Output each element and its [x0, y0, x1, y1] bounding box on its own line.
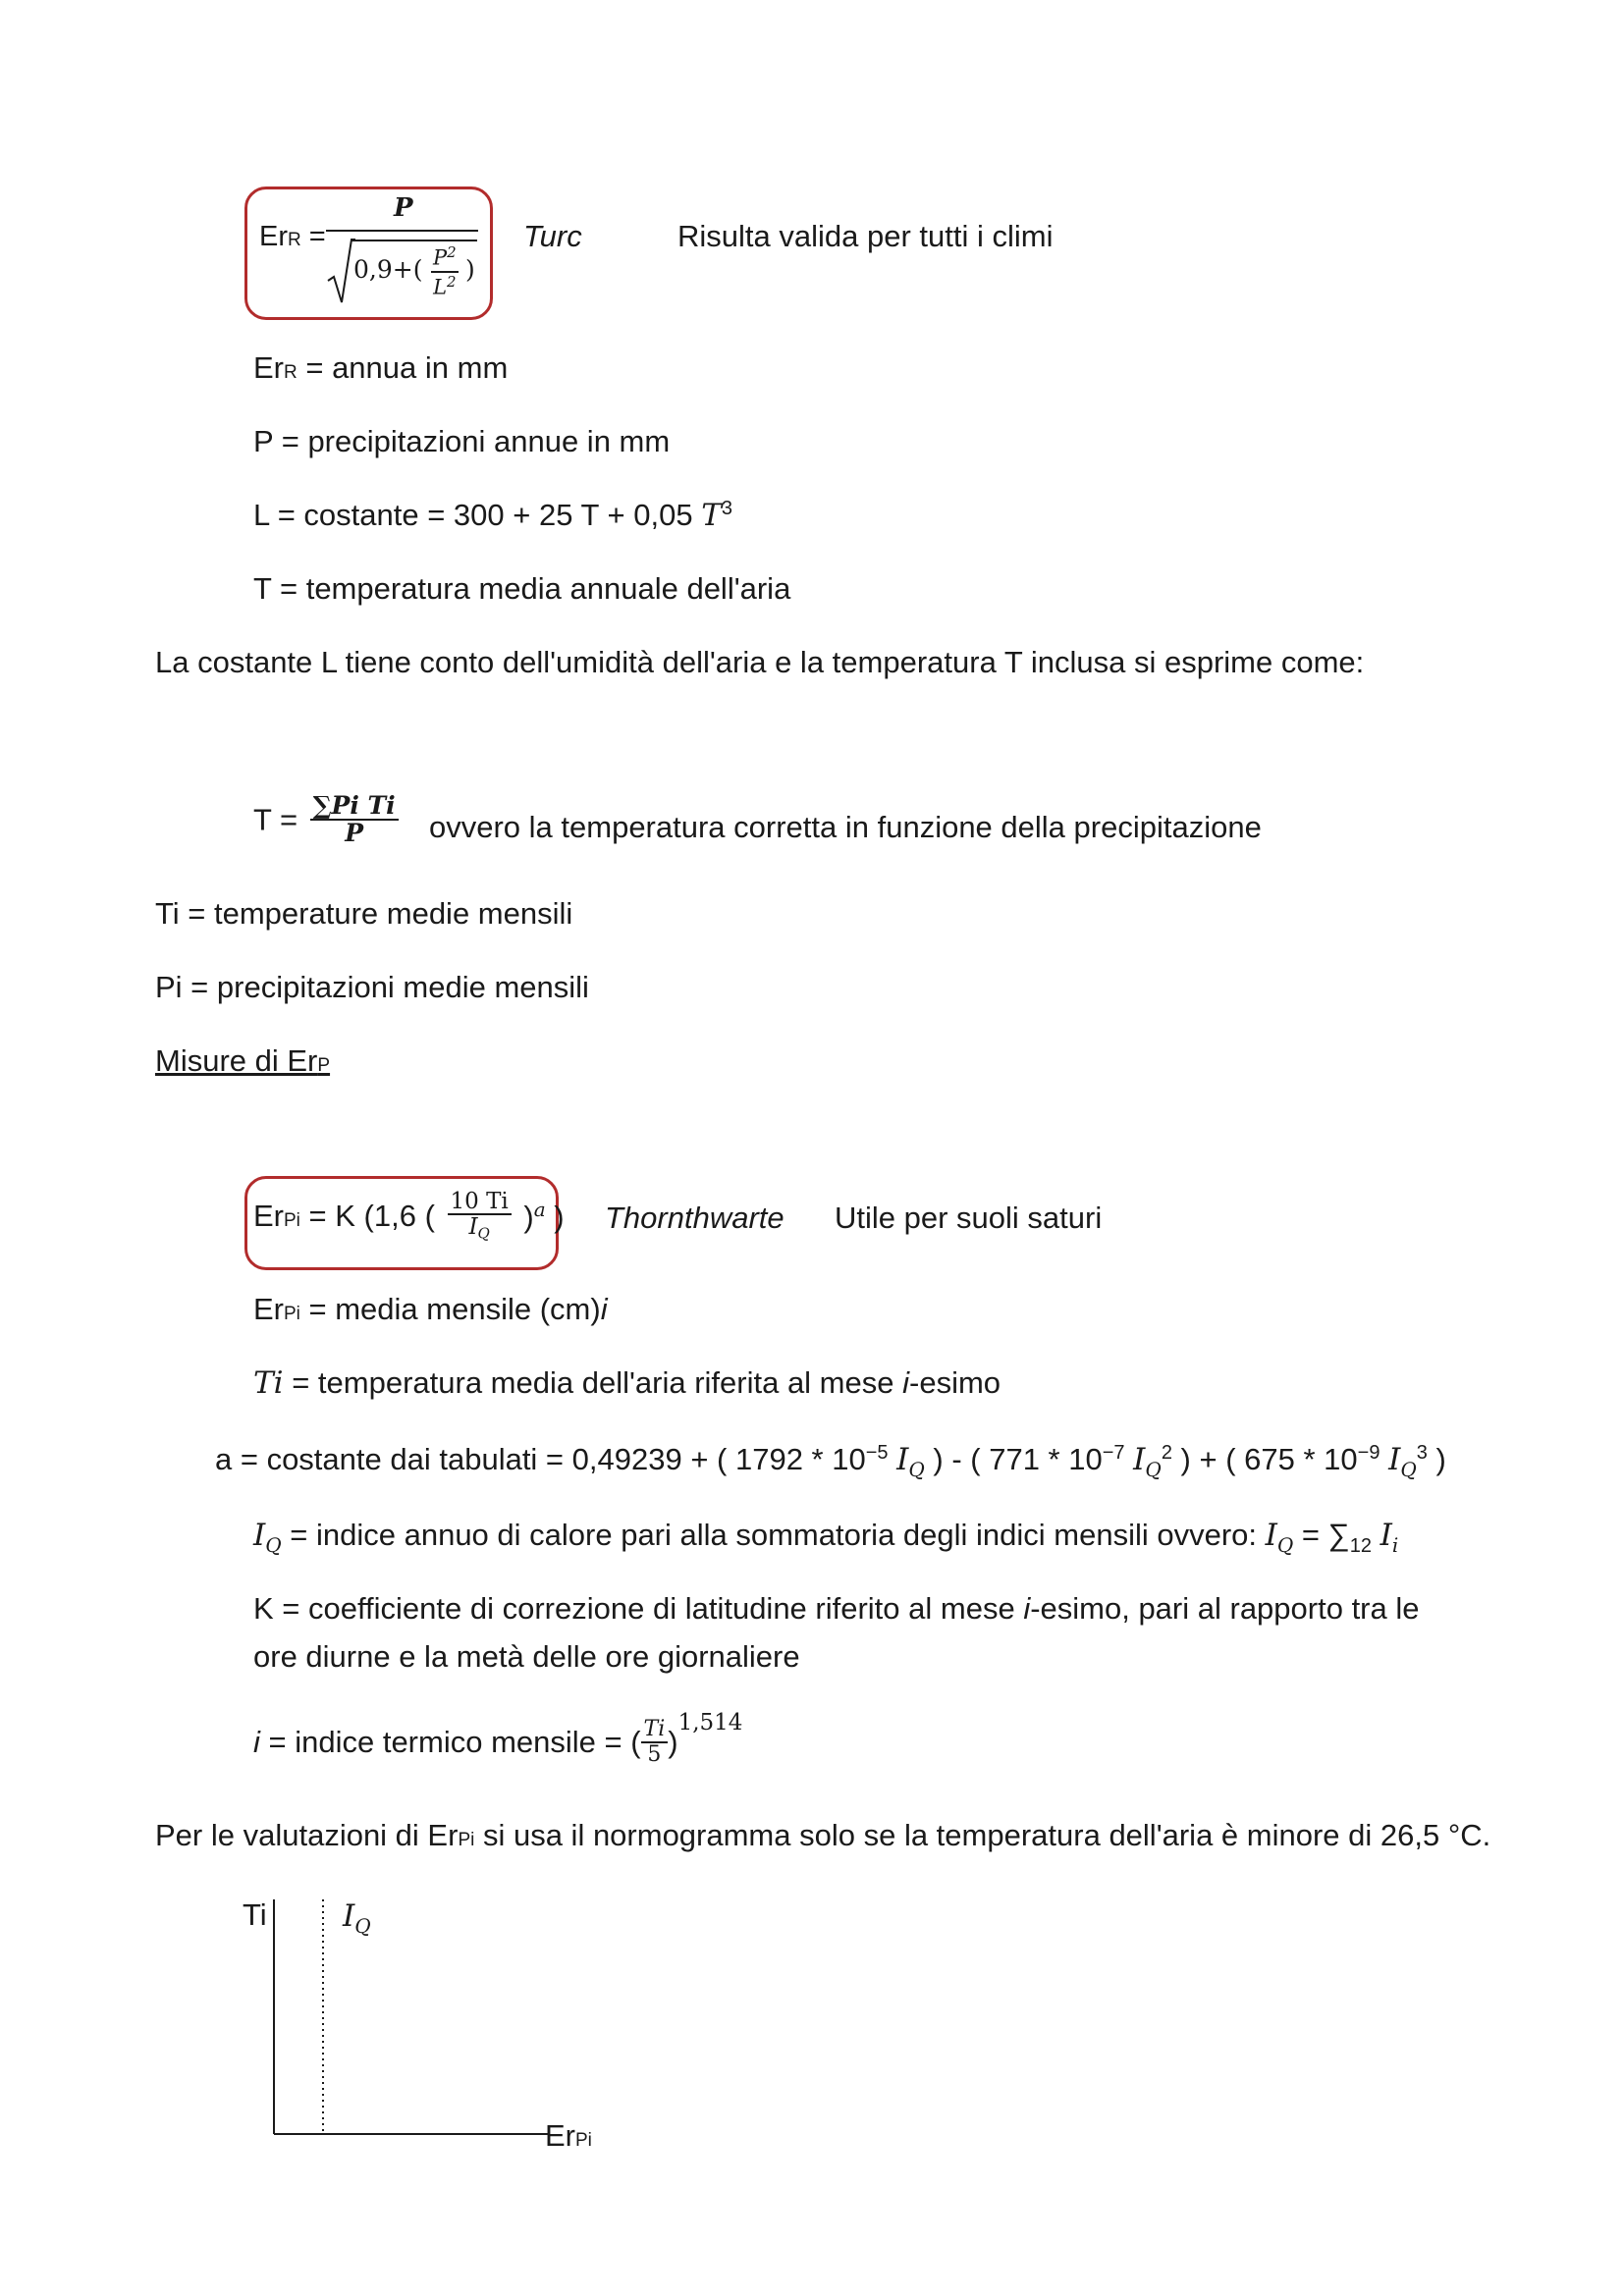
def-indice-termico: i = indice termico mensile = ( $\frac{Ti}{5}$ )$^{1,514}$	[253, 1710, 743, 1767]
diagram-iq-label: $I_Q$	[343, 1898, 371, 1938]
def-t: T = temperatura media annuale dell'aria	[253, 571, 791, 606]
paragraph-normogramma: Per le valutazioni di ErPi si usa il normogramma solo se la temperatura dell'aria è minore di 26,5 °C.	[155, 1818, 1491, 1852]
thornthwaite-numerator: 10 Ti	[448, 1190, 512, 1215]
t-formula-denominator: P	[345, 819, 364, 848]
thornthwaite-denominator: IQ	[468, 1214, 490, 1243]
thornthwaite-formula: ErPi = K (1,6 ( $\frac{10 Ti}{IQ}$ )$^a$ )	[253, 1189, 565, 1243]
def-k-line1: K = coefficiente di correzione di latitudine riferito al mese i-esimo, pari al rapporto tra le	[253, 1591, 1420, 1626]
t-formula: T = $\frac{\text{∑Pi Ti}}{P}$	[253, 793, 403, 847]
t-formula-note: ovvero la temperatura corretta in funzione della precipitazione	[429, 810, 1262, 844]
def-ti-thorn: Ti = temperatura media dell'aria riferita al mese i-esimo	[253, 1365, 1001, 1401]
def-p: P = precipitazioni annue in mm	[253, 424, 671, 458]
diagram-x-label: ErPi	[545, 2118, 592, 2153]
heading-misure-erp: Misure di ErP	[155, 1043, 331, 1078]
diagram-y-label: Ti	[243, 1897, 267, 1932]
def-l: L = costante = 300 + 25 T + 0,05 $T^3$	[253, 498, 732, 533]
def-er-pi: ErPi = media mensile (cm)i	[253, 1292, 608, 1326]
turc-p2-over-l2: $P^2$ $L^2$	[433, 243, 457, 299]
turc-note: Risulta valida per tutti i climi	[677, 219, 1054, 253]
def-k-line2: ore diurne e la metà delle ore giornaliere	[253, 1639, 800, 1674]
def-iq: $I_Q$ = indice annuo di calore pari alla sommatoria degli indici mensili ovvero: $I_Q = \sum_{12}$ $I_i$	[253, 1518, 1399, 1557]
turc-name: Turc	[523, 219, 582, 253]
thornthwaite-name: Thornthwarte	[605, 1201, 784, 1235]
def-er-r: ErR = annua in mm	[253, 350, 509, 385]
t-formula-numerator: ∑Pi Ti	[310, 793, 399, 821]
thornthwaite-note: Utile per suoli saturi	[835, 1201, 1103, 1235]
normogram-diagram	[265, 1890, 560, 2145]
def-pi: Pi = precipitazioni medie mensili	[155, 970, 589, 1004]
def-a: a = costante dai tabulati = 0,49239 + ( $1792 * 10^{-5}$ $I_Q$ ) - ( $771 * 10^{-7}$ $I_Q^2$ ) + ( $675 * 10^{-9}$ $I_Q^3$ )	[215, 1442, 1446, 1481]
turc-denominator-constant: 0,9+(	[353, 255, 423, 284]
sqrt-sign-icon	[326, 236, 355, 306]
paragraph-costante-l: La costante L tiene conto dell'umidità dell'aria e la temperatura T inclusa si esprime come:	[155, 645, 1365, 679]
def-ti: Ti = temperature medie mensili	[155, 896, 573, 931]
turc-numerator: P	[394, 193, 413, 223]
